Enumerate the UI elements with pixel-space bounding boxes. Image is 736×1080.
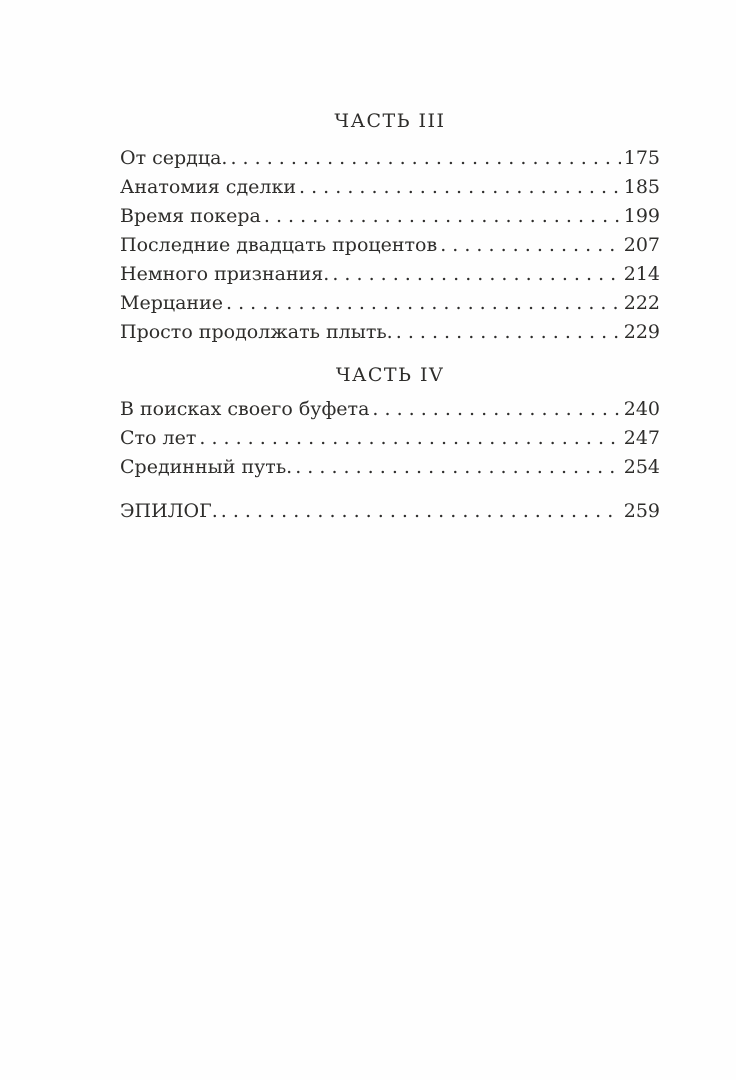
toc-entry [120, 424, 660, 453]
toc-entry [120, 202, 660, 231]
toc-entry-page-number: 229 [623, 321, 660, 343]
dot-leader [396, 318, 621, 347]
toc-entry-page-number: 175 [623, 147, 660, 169]
toc-entry-page-number: 185 [623, 176, 660, 198]
dot-leader [372, 395, 620, 424]
section-heading-part-3: ЧАСТЬ III [334, 110, 446, 132]
toc-entry-page-number: 222 [623, 292, 660, 314]
dot-leader [332, 260, 620, 289]
toc-entry-title: В поисках своего буфета [120, 398, 370, 420]
toc-entry-title: Сто лет [120, 427, 197, 449]
toc-entry-page-number: 254 [623, 456, 660, 478]
dot-leader [230, 144, 620, 173]
dot-leader [440, 231, 621, 260]
toc-entry-page-number: 199 [623, 205, 660, 227]
toc-entry-title: Мерцание [120, 292, 223, 314]
toc-entry-title: Просто продолжать плыть. [120, 321, 393, 343]
toc-entry-title: Срединный путь. [120, 456, 293, 478]
toc-entry-page-number: 247 [623, 427, 660, 449]
toc-entry-title: Немного признания. [120, 263, 330, 285]
toc-entry [120, 395, 660, 424]
toc-entry-page-number: 214 [623, 263, 660, 285]
dot-leader [226, 289, 621, 318]
toc-entry [120, 260, 660, 289]
toc-entry [120, 231, 660, 260]
dot-leader [199, 424, 620, 453]
toc-entry-epilogue [120, 497, 660, 526]
toc-entry-page-number: 259 [623, 500, 660, 522]
toc-entry-title: Последние двадцать процентов [120, 234, 438, 256]
toc-entry [120, 289, 660, 318]
toc-entry [120, 453, 660, 482]
section-heading-part-4: ЧАСТЬ IV [335, 364, 445, 386]
toc-entry-title: Время покера [120, 205, 261, 227]
toc-entry [120, 318, 660, 347]
toc-entry-title: Анатомия сделки [120, 176, 296, 198]
toc-entry-title: От сердца. [120, 147, 228, 169]
toc-entry [120, 173, 660, 202]
table-of-contents [120, 0, 660, 526]
toc-entry [120, 144, 660, 173]
toc-entry-page-number: 207 [623, 234, 660, 256]
toc-entry-title: ЭПИЛОГ. [120, 500, 218, 522]
dot-leader [299, 173, 621, 202]
dot-leader [221, 497, 621, 526]
toc-entry-page-number: 240 [623, 398, 660, 420]
dot-leader [295, 453, 621, 482]
dot-leader [264, 202, 621, 231]
